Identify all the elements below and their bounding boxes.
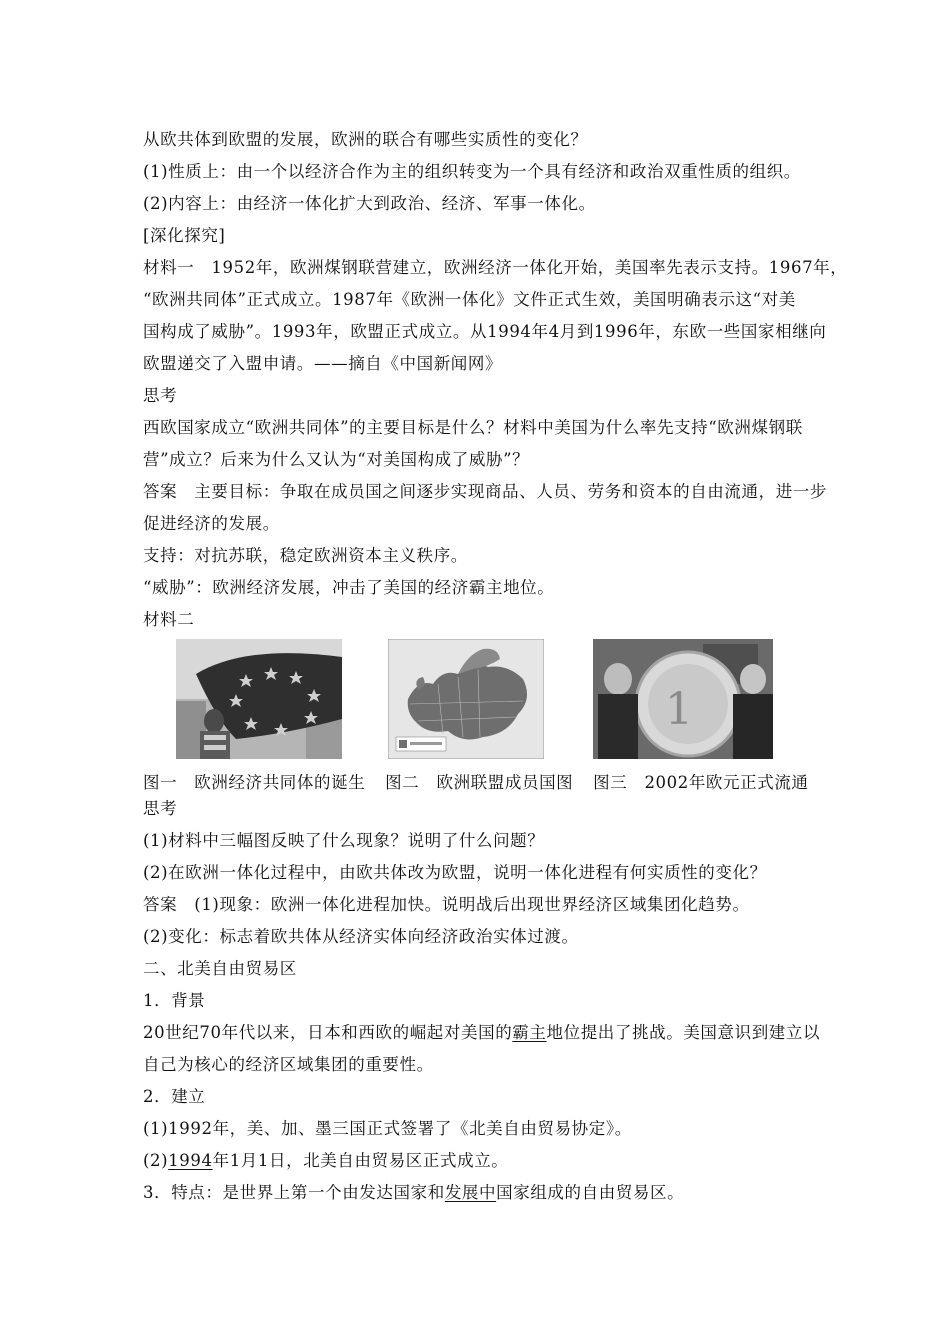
question-line: (2)在欧洲一体化过程中，由欧共体改为欧盟，说明一体化进程有何实质性的变化？: [143, 863, 767, 882]
section-heading: [深化探究]: [143, 226, 226, 245]
body-line: (1)1992年，美、加、墨三国正式签署了《北美自由贸易协定》。: [143, 1119, 632, 1138]
think-heading: 思考: [143, 799, 178, 818]
answer-line: “威胁”：欧洲经济发展，冲击了美国的经济霸主地位。: [143, 578, 555, 597]
text-segment: (2): [143, 1151, 169, 1170]
question-line: 西欧国家成立“欧洲共同体”的主要目标是什么？材料中美国为什么率先支持“欧洲煤钢联: [143, 418, 803, 437]
answer-line: 支持：对抗苏联，稳定欧洲资本主义秩序。: [143, 546, 468, 565]
underlined-term: 发展中: [444, 1183, 497, 1202]
question-line: (1)材料中三幅图反映了什么现象？说明了什么问题？: [143, 831, 545, 850]
body-line: [143, 1183, 823, 1203]
figure-captions: [143, 773, 823, 793]
answer-line: (2)内容上：由经济一体化扩大到政治、经济、军事一体化。: [143, 194, 596, 213]
caption-fig3: 图三 2002年欧元正式流通: [593, 773, 809, 792]
think-heading: 思考: [143, 386, 178, 405]
question-line: 营”成立？后来为什么又认为“对美国构成了威胁”？: [143, 450, 530, 469]
text-segment: 国家组成的自由贸易区。: [496, 1183, 685, 1202]
body-line: [143, 1151, 823, 1171]
subheading: 2．建立: [143, 1087, 206, 1106]
underlined-term: 霸主: [512, 1023, 547, 1042]
subheading: 1．背景: [143, 991, 206, 1010]
answer-line: 促进经济的发展。: [143, 514, 280, 533]
material-line: “欧洲共同体”正式成立。1987年《欧洲一体化》文件正式生效，美国明确表示这“对美: [143, 290, 796, 309]
section-heading: 二、北美自由贸易区: [143, 959, 297, 978]
text-segment: 3．特点：是世界上第一个由发达国家和: [143, 1183, 445, 1202]
svg-text:1: 1: [665, 684, 693, 735]
material-line: 国构成了威胁”。1993年，欧盟正式成立。从1994年4月到1996年，东欧一些国家相继向: [143, 322, 827, 341]
text-segment: 年1月1日，北美自由贸易区正式成立。: [212, 1151, 509, 1170]
material-line: 欧盟递交了入盟申请。——摘自《中国新闻网》: [143, 354, 503, 373]
text-segment: 20世纪70年代以来，日本和西欧的崛起对美国的: [143, 1023, 513, 1042]
text-segment: 地位提出了挑战。美国意识到建立以: [546, 1023, 821, 1042]
material-heading: 材料二: [143, 610, 195, 629]
answer-line: 答案 主要目标：争取在成员国之间逐步实现商品、人员、劳务和资本的自由流通，进一步: [143, 482, 827, 501]
body-line: [143, 1023, 823, 1043]
europe-map: [388, 639, 544, 759]
euro-coin-photo: [593, 639, 773, 759]
underlined-term: 1994: [168, 1151, 213, 1170]
answer-line: 答案 (1)现象：欧洲一体化进程加快。说明战后出现世界经济区域集团化趋势。: [143, 895, 750, 914]
body-line: 自己为核心的经济区域集团的重要性。: [143, 1055, 434, 1074]
document-page: [143, 130, 848, 1215]
question-line: 从欧共体到欧盟的发展，欧洲的联合有哪些实质性的变化？: [143, 130, 588, 149]
answer-line: (1)性质上：由一个以经济合作为主的组织转变为一个具有经济和政治双重性质的组织。: [143, 162, 801, 181]
caption-fig2: 图二 欧洲联盟成员国图: [385, 773, 574, 792]
figure-row: [143, 639, 823, 761]
answer-line: (2)变化：标志着欧共体从经济实体向经济政治实体过渡。: [143, 927, 579, 946]
eu-flag-photo: [176, 639, 342, 759]
caption-fig1: 图一 欧洲经济共同体的诞生: [143, 773, 366, 792]
material-line: 材料一 1952年，欧洲煤钢联营建立，欧洲经济一体化开始，美国率先表示支持。1967年，: [143, 258, 848, 277]
